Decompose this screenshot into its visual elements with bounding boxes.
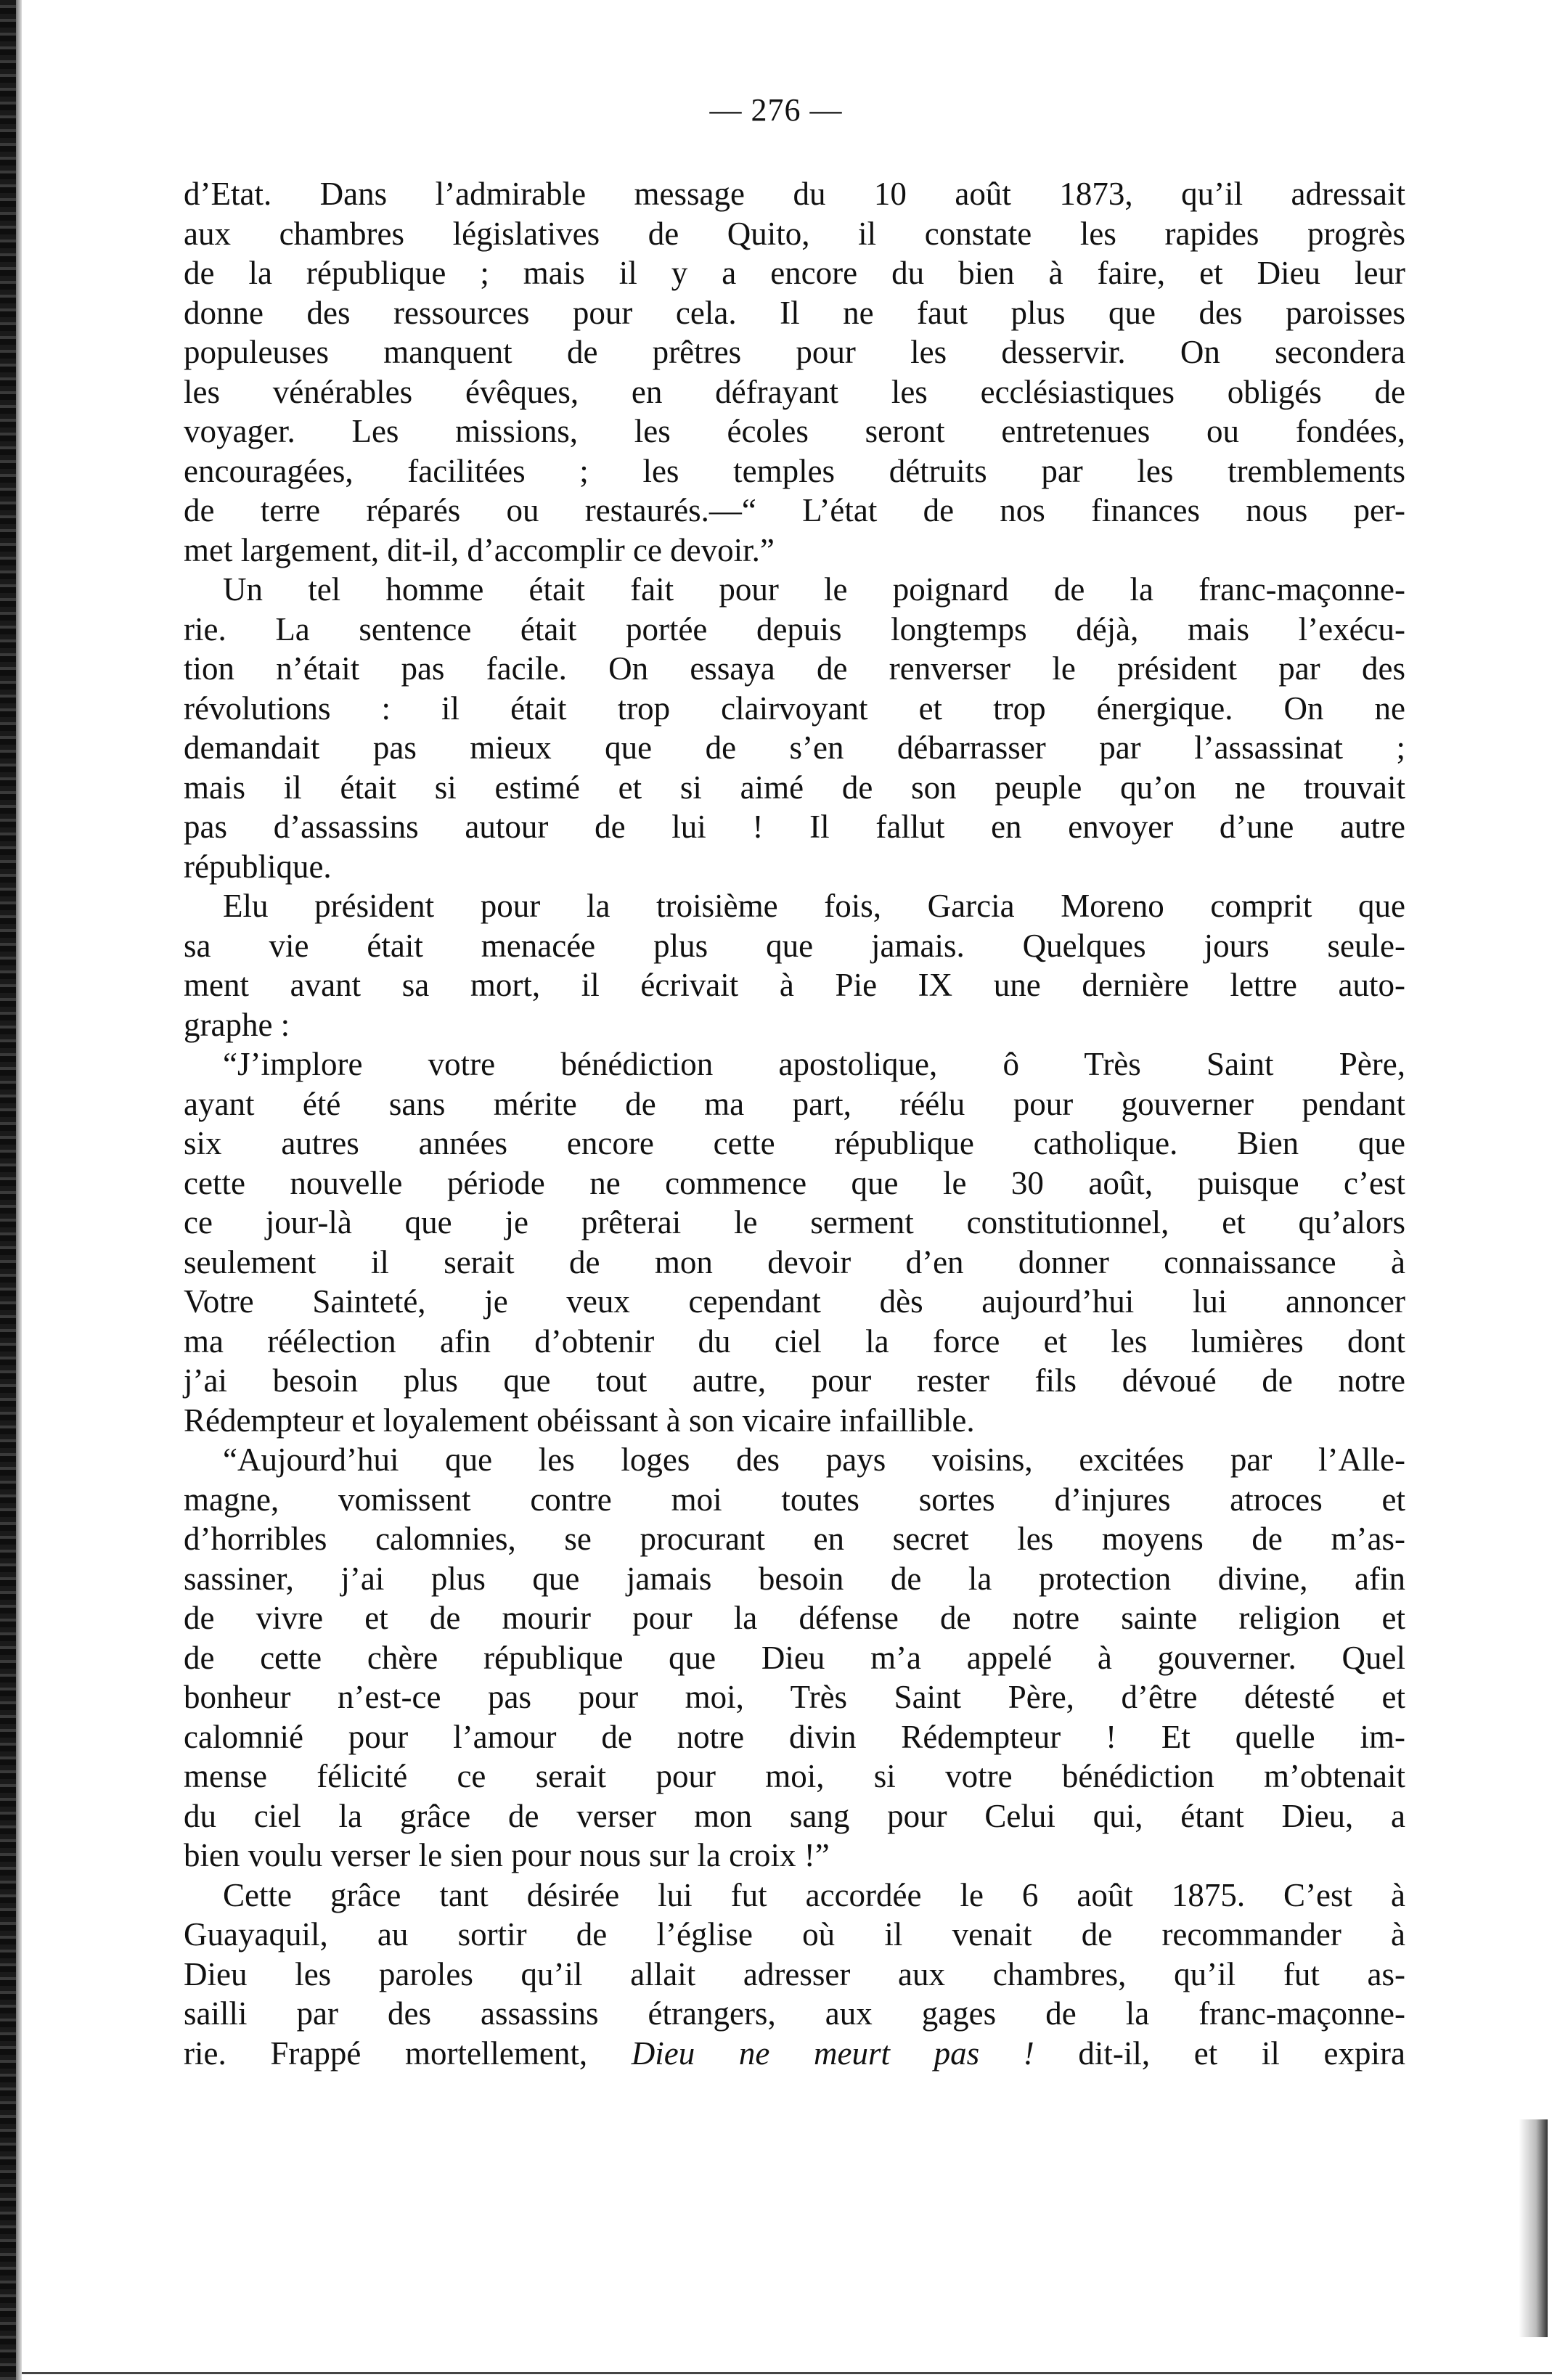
text-line xyxy=(184,2034,1405,2074)
text-segment: dit-il, et il expira xyxy=(1034,2035,1405,2072)
text-line: voyager. Les missions, les écoles seront entretenues ou fondées, xyxy=(184,413,1405,449)
text-line: Dieu les paroles qu’il allait adresser aux chambres, qu’il fut as- xyxy=(184,1955,1405,1992)
text-line: Rédempteur et loyalement obéissant à son vicaire infaillible. xyxy=(184,1402,975,1439)
text-line: mense félicité ce serait pour moi, si votre bénédiction m’obtenait xyxy=(184,1758,1405,1794)
text-line: “J’implore votre bénédiction apostolique, ô Très Saint Père, xyxy=(223,1046,1405,1082)
text-line: de cette chère république que Dieu m’a appelé à gouverner. Quel xyxy=(184,1639,1405,1676)
text-line: Cette grâce tant désirée lui fut accordée le 6 août 1875. C’est à xyxy=(223,1876,1405,1913)
text-line: cette nouvelle période ne commence que le 30 août, puisque c’est xyxy=(184,1164,1405,1201)
text-line: Un tel homme était fait pour le poignard de la franc-maçonne- xyxy=(223,571,1405,608)
text-line: calomnié pour l’amour de notre divin Rédempteur ! Et quelle im- xyxy=(184,1718,1405,1755)
text-line: ayant été sans mérite de ma part, réélu pour gouverner pendant xyxy=(184,1085,1405,1122)
book-binding-edge xyxy=(0,0,16,2380)
text-line: de vivre et de mourir pour la défense de notre sainte religion et xyxy=(184,1600,1405,1636)
text-line: populeuses manquent de prêtres pour les desservir. On secondera xyxy=(184,334,1405,370)
text-line: Votre Sainteté, je veux cependant dès aujourd’hui lui annoncer xyxy=(184,1283,1405,1320)
text-line: d’Etat. Dans l’admirable message du 10 août 1873, qu’il adressait xyxy=(184,176,1405,212)
text-line: Guayaquil, au sortir de l’église où il venait de recommander à xyxy=(184,1916,1405,1952)
text-line: ma réélection afin d’obtenir du ciel la force et les lumières dont xyxy=(184,1322,1405,1359)
body-text xyxy=(184,174,1405,2073)
text-line: encouragées, facilitées ; les temples détruits par les tremblements xyxy=(184,452,1405,489)
text-line: sassiner, j’ai plus que jamais besoin de la protection divine, afin xyxy=(184,1560,1405,1597)
text-line: sa vie était menacée plus que jamais. Quelques jours seule- xyxy=(184,927,1405,964)
bottom-edge xyxy=(22,2372,1552,2374)
text-line: ce jour-là que je prêterai le serment constitutionnel, et qu’alors xyxy=(184,1204,1405,1240)
italic-quote: Dieu ne meurt pas ! xyxy=(631,2035,1034,2072)
text-line: bonheur n’est-ce pas pour moi, Très Saint Père, d’être détesté et xyxy=(184,1679,1405,1715)
text-segment: rie. Frappé mortellement, xyxy=(184,2035,632,2072)
text-line: Elu président pour la troisième fois, Garcia Moreno comprit que xyxy=(223,888,1405,924)
text-line: ment avant sa mort, il écrivait à Pie IX une dernière lettre auto- xyxy=(184,967,1405,1003)
binding-shadow xyxy=(16,0,22,2380)
text-line: d’horribles calomnies, se procurant en secret les moyens de m’as- xyxy=(184,1521,1405,1557)
text-line: république. xyxy=(184,848,332,885)
text-line: de terre réparés ou restaurés.—“ L’état de nos finances nous per- xyxy=(184,492,1405,528)
page-edge-shadow xyxy=(1519,2119,1548,2337)
text-line: bien voulu verser le sien pour nous sur la croix !” xyxy=(184,1837,830,1873)
text-line: mais il était si estimé et si aimé de son peuple qu’on ne trouvait xyxy=(184,769,1405,806)
text-line: sailli par des assassins étrangers, aux gages de la franc-maçonne- xyxy=(184,1995,1405,2032)
text-line: rie. La sentence était portée depuis longtemps déjà, mais l’exécu- xyxy=(184,610,1405,647)
text-line: seulement il serait de mon devoir d’en donner connaissance à xyxy=(184,1243,1405,1280)
text-line: magne, vomissent contre moi toutes sortes d’injures atroces et xyxy=(184,1481,1405,1518)
text-line: de la république ; mais il y a encore du bien à faire, et Dieu leur xyxy=(184,255,1405,291)
text-line: six autres années encore cette république catholique. Bien que xyxy=(184,1125,1405,1161)
page-number: — 276 — xyxy=(709,92,843,128)
text-line: du ciel la grâce de verser mon sang pour Celui qui, étant Dieu, a xyxy=(184,1797,1405,1834)
text-line: aux chambres législatives de Quito, il constate les rapides progrès xyxy=(184,215,1405,252)
text-line: “Aujourd’hui que les loges des pays voisins, excitées par l’Alle- xyxy=(223,1442,1405,1478)
text-line: demandait pas mieux que de s’en débarrasser par l’assassinat ; xyxy=(184,729,1405,766)
text-line: les vénérables évêques, en défrayant les ecclésiastiques obligés de xyxy=(184,373,1405,410)
text-line: révolutions : il était trop clairvoyant et trop énergique. On ne xyxy=(184,690,1405,727)
text-line: j’ai besoin plus que tout autre, pour rester fils dévoué de notre xyxy=(184,1362,1405,1399)
text-line: donne des ressources pour cela. Il ne faut plus que des paroisses xyxy=(184,294,1405,331)
text-line: tion n’était pas facile. On essaya de renverser le président par des xyxy=(184,650,1405,687)
text-line: pas d’assassins autour de lui ! Il fallut en envoyer d’une autre xyxy=(184,809,1405,845)
text-line: met largement, dit-il, d’accomplir ce devoir.” xyxy=(184,531,775,568)
text-line: graphe : xyxy=(184,1006,290,1043)
